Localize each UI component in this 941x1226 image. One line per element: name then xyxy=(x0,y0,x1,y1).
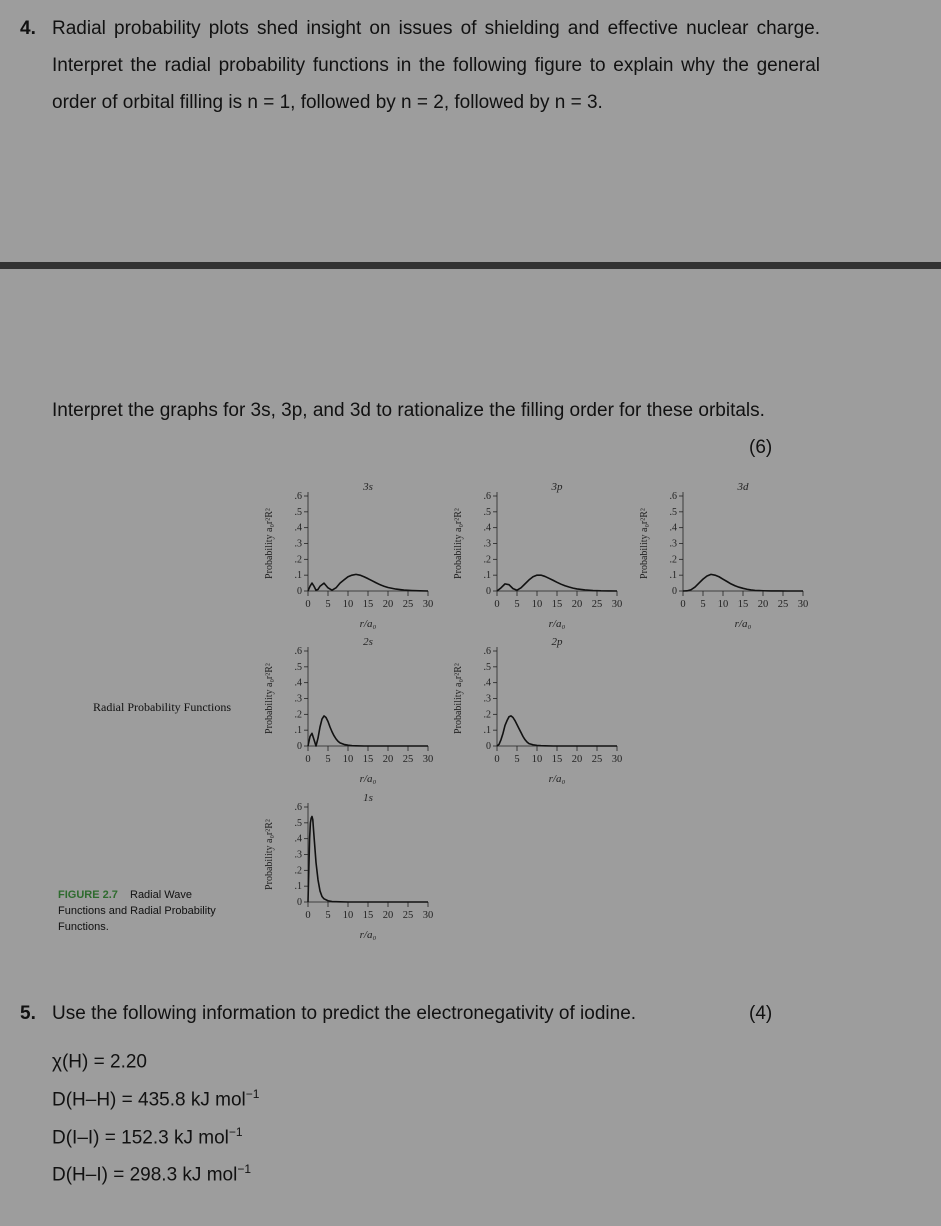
panel-2s xyxy=(264,636,433,785)
x-tick-label: 25 xyxy=(777,599,789,610)
y-tick-label: .3 xyxy=(294,693,302,705)
x-tick-label: 10 xyxy=(717,599,729,610)
y-tick-label: .4 xyxy=(294,833,302,845)
y-tick-label: .1 xyxy=(294,881,302,893)
question-4-text: Radial probability plots shed insight on issues of shielding and effective nuclear charge. Interpret the radial probability functions in the following figure to explain why the general order of orbital filling is n = 1, followed by n = 2, followed by n = 3. xyxy=(52,18,820,113)
y-tick-label: .6 xyxy=(483,646,491,657)
caption-line-1: Radial Wave xyxy=(130,889,192,901)
y-tick-label: .1 xyxy=(294,725,302,737)
y-tick-label: .4 xyxy=(294,522,302,534)
x-tick-label: 30 xyxy=(611,599,623,610)
x-tick-label: 30 xyxy=(422,599,434,610)
x-tick-label: 30 xyxy=(797,599,809,610)
x-tick-label: 15 xyxy=(362,754,374,765)
question-5-text: Use the following information to predict the electronegativity of iodine. xyxy=(52,1003,637,1024)
panel-3d xyxy=(639,481,808,630)
y-tick-label: .5 xyxy=(483,661,491,673)
y-tick-label: .2 xyxy=(483,709,491,721)
x-tick-label: 15 xyxy=(551,599,563,610)
panel-title: 3d xyxy=(737,481,749,493)
x-tick-label: 5 xyxy=(700,599,706,610)
y-axis-label: Probability a₀r²R² xyxy=(264,819,275,890)
y-tick-label: 0 xyxy=(486,741,491,752)
y-tick-label: .1 xyxy=(669,570,677,582)
x-tick-label: 20 xyxy=(571,599,583,610)
y-tick-label: 0 xyxy=(297,897,302,908)
panel-title: 1s xyxy=(363,792,373,804)
x-tick-label: 0 xyxy=(305,910,311,921)
x-axis-label: r/a₀ xyxy=(734,618,752,630)
y-tick-label: .5 xyxy=(294,506,302,518)
x-tick-label: 20 xyxy=(382,754,394,765)
x-tick-label: 5 xyxy=(325,599,331,610)
y-tick-label: 0 xyxy=(486,586,491,597)
given-bond-energy-hi: D(H–I) = 298.3 kJ mol$^{-1}$ xyxy=(52,1162,252,1186)
panel-2p xyxy=(453,636,622,785)
y-tick-label: .3 xyxy=(294,849,302,861)
radial-probability-figure xyxy=(0,470,941,960)
x-tick-label: 5 xyxy=(325,754,331,765)
probability-curve xyxy=(308,574,428,591)
y-tick-label: 0 xyxy=(297,586,302,597)
x-tick-label: 25 xyxy=(402,910,414,921)
panel-title: 3s xyxy=(363,481,373,493)
question-4 xyxy=(20,10,820,121)
svg-text:FIGURE 2.7 xyxy=(58,889,118,901)
y-tick-label: .6 xyxy=(294,802,302,813)
x-tick-label: 5 xyxy=(514,599,520,610)
x-tick-label: 0 xyxy=(305,599,311,610)
x-tick-label: 30 xyxy=(422,754,434,765)
x-tick-label: 20 xyxy=(382,599,394,610)
x-axis-label: r/a₀ xyxy=(548,618,566,630)
panel-3s xyxy=(264,481,433,630)
y-tick-label: .1 xyxy=(483,725,491,737)
y-axis-label: Probability a₀r²R² xyxy=(264,508,275,579)
section-divider xyxy=(0,262,941,269)
x-tick-label: 30 xyxy=(422,910,434,921)
y-tick-label: .4 xyxy=(483,677,491,689)
y-tick-label: .3 xyxy=(669,538,677,550)
x-tick-label: 20 xyxy=(382,910,394,921)
x-tick-label: 15 xyxy=(362,599,374,610)
x-tick-label: 0 xyxy=(494,754,500,765)
question-5 xyxy=(20,995,820,1032)
y-tick-label: 0 xyxy=(672,586,677,597)
y-tick-label: .6 xyxy=(669,491,677,502)
x-tick-label: 25 xyxy=(591,754,603,765)
panel-title: 3p xyxy=(551,481,563,493)
x-tick-label: 5 xyxy=(514,754,520,765)
y-tick-label: .4 xyxy=(483,522,491,534)
x-axis-label: r/a₀ xyxy=(359,618,377,630)
x-tick-label: 10 xyxy=(342,910,354,921)
x-tick-label: 0 xyxy=(305,754,311,765)
figure-caption xyxy=(58,889,216,933)
x-tick-label: 15 xyxy=(551,754,563,765)
y-tick-label: .6 xyxy=(483,491,491,502)
y-tick-label: .2 xyxy=(294,865,302,877)
y-axis-label: Probability a₀r²R² xyxy=(453,508,464,579)
probability-curve xyxy=(497,716,617,746)
caption-prefix: FIGURE 2.7 xyxy=(58,889,118,901)
y-tick-label: .3 xyxy=(483,538,491,550)
x-tick-label: 10 xyxy=(531,754,543,765)
x-tick-label: 15 xyxy=(362,910,374,921)
y-tick-label: .3 xyxy=(483,693,491,705)
y-tick-label: .4 xyxy=(294,677,302,689)
probability-curve xyxy=(308,817,428,903)
given-bond-energy-ii: D(I–I) = 152.3 kJ mol$^{-1}$ xyxy=(52,1125,243,1149)
y-tick-label: .3 xyxy=(294,538,302,550)
probability-curve xyxy=(683,574,803,591)
caption-line-2: Functions and Radial Probability xyxy=(58,905,216,917)
x-tick-label: 25 xyxy=(591,599,603,610)
question-4-number: 4. xyxy=(20,18,36,39)
y-tick-label: .2 xyxy=(483,554,491,566)
x-axis-label: r/a₀ xyxy=(548,773,566,785)
question-4-sub-prompt: Interpret the graphs for 3s, 3p, and 3d to rationalize the filling order for these orbitals. xyxy=(52,400,765,421)
y-tick-label: .6 xyxy=(294,646,302,657)
given-bond-energy-hh: D(H–H) = 435.8 kJ mol$^{-1}$ xyxy=(52,1087,260,1111)
x-tick-label: 25 xyxy=(402,754,414,765)
y-tick-label: .6 xyxy=(294,491,302,502)
y-axis-label: Probability a₀r²R² xyxy=(639,508,650,579)
x-tick-label: 25 xyxy=(402,599,414,610)
y-tick-label: .5 xyxy=(483,506,491,518)
x-tick-label: 0 xyxy=(494,599,500,610)
given-electronegativity-h: χ(H) = 2.20 xyxy=(52,1051,147,1073)
y-tick-label: .5 xyxy=(669,506,677,518)
y-tick-label: .5 xyxy=(294,661,302,673)
x-axis-label: r/a₀ xyxy=(359,773,377,785)
x-tick-label: 10 xyxy=(342,754,354,765)
y-tick-label: .1 xyxy=(483,570,491,582)
y-tick-label: .1 xyxy=(294,570,302,582)
probability-curve xyxy=(497,575,617,591)
y-tick-label: .4 xyxy=(669,522,677,534)
x-tick-label: 0 xyxy=(680,599,686,610)
x-tick-label: 5 xyxy=(325,910,331,921)
y-tick-label: .5 xyxy=(294,817,302,829)
figure-side-label xyxy=(93,700,231,714)
x-tick-label: 30 xyxy=(611,754,623,765)
side-label-text: Radial Probability Functions xyxy=(93,700,231,714)
y-tick-label: .2 xyxy=(669,554,677,566)
y-axis-label: Probability a₀r²R² xyxy=(453,663,464,734)
question-5-marks: (4) xyxy=(749,1003,773,1024)
question-5-number: 5. xyxy=(20,1003,36,1024)
question-4-marks: (6) xyxy=(749,437,773,458)
panel-3p xyxy=(453,481,622,630)
x-tick-label: 20 xyxy=(571,754,583,765)
y-tick-label: .2 xyxy=(294,554,302,566)
x-axis-label: r/a₀ xyxy=(359,929,377,941)
y-axis-label: Probability a₀r²R² xyxy=(264,663,275,734)
x-tick-label: 10 xyxy=(342,599,354,610)
panel-title: 2p xyxy=(551,636,563,648)
y-tick-label: .2 xyxy=(294,709,302,721)
panel-1s xyxy=(264,792,433,941)
x-tick-label: 15 xyxy=(737,599,749,610)
y-tick-label: 0 xyxy=(297,741,302,752)
probability-curve xyxy=(308,716,428,746)
caption-line-3: Functions. xyxy=(58,921,109,933)
x-tick-label: 10 xyxy=(531,599,543,610)
panel-title: 2s xyxy=(363,636,373,648)
x-tick-label: 20 xyxy=(757,599,769,610)
